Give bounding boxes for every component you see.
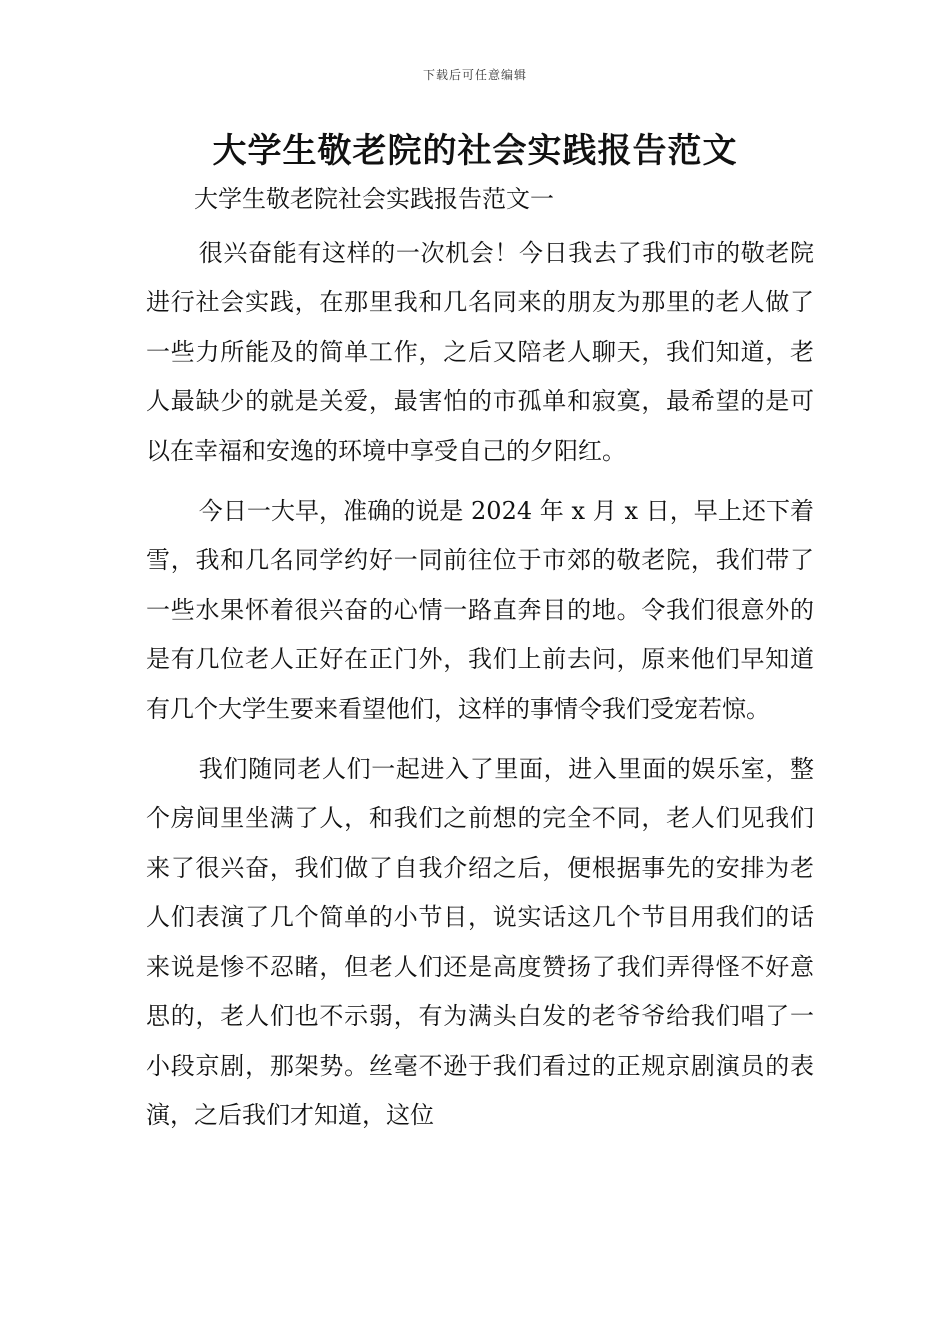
- document-title: 大学生敬老院的社会实践报告范文: [212, 131, 738, 171]
- paragraph-1: 很兴奋能有这样的一次机会！今日我去了我们市的敬老院进行社会实践，在那里我和几名同来的朋友为那里的老人做了一些力所能及的简单工作，之后又陪老人聊天，我们知道，老人最缺少的就是关爱，最害怕的市孤单和寂寞，最希望的是可以在幸福和安逸的环境中享受自己的夕阳红。: [146, 239, 814, 465]
- page-header-note: 下载后可任意编辑: [422, 68, 527, 82]
- document-subtitle: 大学生敬老院社会实践报告范文一: [194, 185, 554, 213]
- paragraph-2: 今日一大早，准确的说是 2024 年 x 月 x 日，早上还下着雪，我和几名同学约好一同前往位于市郊的敬老院，我们带了一些水果怀着很兴奋的心情一路直奔目的地。令我们很意外的是有几位老人正好在正门外，我们上前去问，原来他们早知道有几个大学生要来看望他们，这样的事情令我们受宠若惊。: [146, 497, 814, 723]
- paragraph-3: 我们随同老人们一起进入了里面，进入里面的娱乐室，整个房间里坐满了人，和我们之前想的完全不同，老人们见我们来了很兴奋，我们做了自我介绍之后，便根据事先的安排为老人们表演了几个简单的小节目，说实话这几个节目用我们的话来说是惨不忍睹，但老人们还是高度赞扬了我们弄得怪不好意思的，老人们也不示弱，有为满头白发的老爷爷给我们唱了一小段京剧，那架势。丝毫不逊于我们看过的正规京剧演员的表演，之后我们才知道，这位: [146, 755, 814, 1129]
- document-body: [146, 229, 814, 1151]
